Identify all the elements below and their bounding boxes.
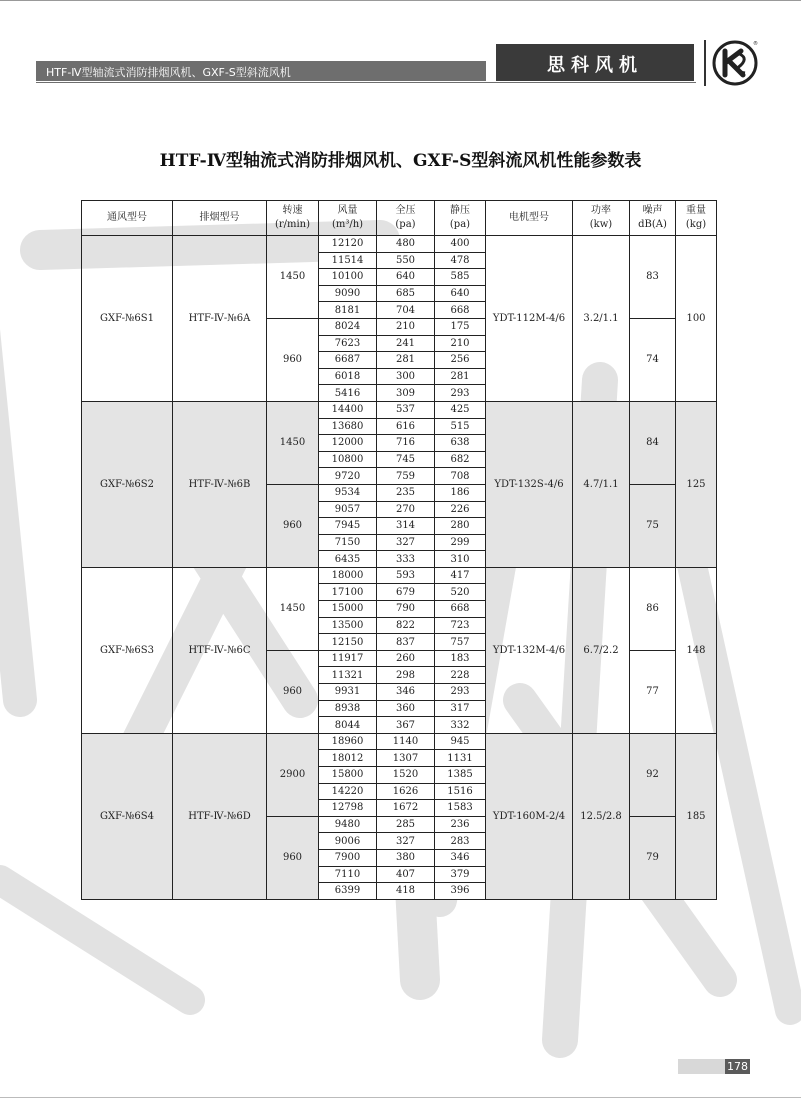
cell-speed: 960 <box>267 484 319 567</box>
cell-airflow: 13500 <box>319 617 377 634</box>
cell-total-pressure: 593 <box>377 567 435 584</box>
cell-total-pressure: 790 <box>377 601 435 618</box>
cell-airflow: 9931 <box>319 684 377 701</box>
cell-vent-model: GXF-№6S2 <box>82 401 173 567</box>
cell-static-pressure: 640 <box>435 285 486 302</box>
cell-weight: 148 <box>676 567 717 733</box>
cell-static-pressure: 332 <box>435 717 486 734</box>
cell-airflow: 9090 <box>319 285 377 302</box>
cell-static-pressure: 1385 <box>435 767 486 784</box>
table-row <box>82 236 717 253</box>
cell-total-pressure: 418 <box>377 883 435 900</box>
cell-airflow: 6435 <box>319 551 377 568</box>
cell-power: 12.5/2.8 <box>573 733 630 899</box>
cell-static-pressure: 1516 <box>435 783 486 800</box>
cell-airflow: 12000 <box>319 435 377 452</box>
cell-total-pressure: 346 <box>377 684 435 701</box>
cell-airflow: 8024 <box>319 318 377 335</box>
cell-airflow: 8044 <box>319 717 377 734</box>
cell-airflow: 6018 <box>319 368 377 385</box>
col-header-speed: 转速 (r/min) <box>267 201 319 236</box>
cell-smoke-model: HTF-Ⅳ-№6D <box>173 733 267 899</box>
cell-static-pressure: 400 <box>435 236 486 253</box>
cell-noise: 84 <box>630 401 676 484</box>
cell-static-pressure: 283 <box>435 833 486 850</box>
table-row <box>82 567 717 584</box>
page-number-bar <box>678 1059 750 1074</box>
table-body <box>82 236 717 900</box>
cell-total-pressure: 210 <box>377 318 435 335</box>
cell-total-pressure: 1626 <box>377 783 435 800</box>
cell-airflow: 11917 <box>319 650 377 667</box>
cell-airflow: 9057 <box>319 501 377 518</box>
cell-static-pressure: 228 <box>435 667 486 684</box>
cell-airflow: 18960 <box>319 733 377 750</box>
cell-power: 6.7/2.2 <box>573 567 630 733</box>
cell-total-pressure: 1140 <box>377 733 435 750</box>
col-header-motor-model: 电机型号 <box>486 201 573 236</box>
cell-total-pressure: 298 <box>377 667 435 684</box>
cell-total-pressure: 327 <box>377 534 435 551</box>
cell-static-pressure: 346 <box>435 849 486 866</box>
cell-total-pressure: 704 <box>377 302 435 319</box>
cell-speed: 2900 <box>267 733 319 816</box>
cell-vent-model: GXF-№6S3 <box>82 567 173 733</box>
cell-static-pressure: 226 <box>435 501 486 518</box>
col-header-power: 功率 (kw) <box>573 201 630 236</box>
cell-airflow: 5416 <box>319 385 377 402</box>
cell-speed: 960 <box>267 816 319 899</box>
cell-total-pressure: 270 <box>377 501 435 518</box>
cell-speed: 960 <box>267 650 319 733</box>
cell-static-pressure: 236 <box>435 816 486 833</box>
brand-name: 思科风机 <box>547 55 643 76</box>
cell-weight: 100 <box>676 236 717 402</box>
cell-speed: 1450 <box>267 236 319 319</box>
col-header-smoke-model: 排烟型号 <box>173 201 267 236</box>
cell-static-pressure: 186 <box>435 484 486 501</box>
cell-static-pressure: 1583 <box>435 800 486 817</box>
col-header-static-pressure: 静压 (pa) <box>435 201 486 236</box>
cell-airflow: 6687 <box>319 352 377 369</box>
cell-airflow: 9720 <box>319 468 377 485</box>
cell-airflow: 14220 <box>319 783 377 800</box>
col-header-noise: 噪声 dB(A) <box>630 201 676 236</box>
svg-text:®: ® <box>753 41 758 47</box>
cell-total-pressure: 745 <box>377 451 435 468</box>
cell-airflow: 7110 <box>319 866 377 883</box>
cell-airflow: 9534 <box>319 484 377 501</box>
header-rule <box>36 82 696 83</box>
cell-airflow: 10800 <box>319 451 377 468</box>
cell-speed: 1450 <box>267 567 319 650</box>
cell-smoke-model: HTF-Ⅳ-№6B <box>173 401 267 567</box>
cell-static-pressure: 417 <box>435 567 486 584</box>
cell-static-pressure: 310 <box>435 551 486 568</box>
cell-motor-model: YDT-132M-4/6 <box>486 567 573 733</box>
cell-static-pressure: 280 <box>435 518 486 535</box>
cell-total-pressure: 314 <box>377 518 435 535</box>
cell-smoke-model: HTF-Ⅳ-№6A <box>173 236 267 402</box>
cell-total-pressure: 480 <box>377 236 435 253</box>
cell-total-pressure: 616 <box>377 418 435 435</box>
cell-total-pressure: 1672 <box>377 800 435 817</box>
cell-speed: 960 <box>267 318 319 401</box>
col-header-weight: 重量 (kg) <box>676 201 717 236</box>
cell-airflow: 8938 <box>319 700 377 717</box>
cell-total-pressure: 822 <box>377 617 435 634</box>
cell-airflow: 12120 <box>319 236 377 253</box>
cell-airflow: 15000 <box>319 601 377 618</box>
cell-total-pressure: 300 <box>377 368 435 385</box>
cell-airflow: 12798 <box>319 800 377 817</box>
cell-total-pressure: 281 <box>377 352 435 369</box>
cell-power: 4.7/1.1 <box>573 401 630 567</box>
cell-total-pressure: 260 <box>377 650 435 667</box>
table-row <box>82 401 717 418</box>
cell-total-pressure: 360 <box>377 700 435 717</box>
cell-weight: 125 <box>676 401 717 567</box>
cell-airflow: 7150 <box>319 534 377 551</box>
cell-static-pressure: 585 <box>435 269 486 286</box>
cell-airflow: 7900 <box>319 849 377 866</box>
cell-noise: 86 <box>630 567 676 650</box>
cell-total-pressure: 235 <box>377 484 435 501</box>
cell-static-pressure: 638 <box>435 435 486 452</box>
cell-total-pressure: 285 <box>377 816 435 833</box>
cell-airflow: 9480 <box>319 816 377 833</box>
cell-static-pressure: 210 <box>435 335 486 352</box>
cell-total-pressure: 367 <box>377 717 435 734</box>
cell-airflow: 7945 <box>319 518 377 535</box>
cell-airflow: 15800 <box>319 767 377 784</box>
cell-static-pressure: 183 <box>435 650 486 667</box>
cell-noise: 83 <box>630 236 676 319</box>
cell-static-pressure: 293 <box>435 684 486 701</box>
cell-static-pressure: 317 <box>435 700 486 717</box>
page-title: HTF-Ⅳ型轴流式消防排烟风机、GXF-S型斜流风机性能参数表 <box>159 151 642 171</box>
cell-static-pressure: 478 <box>435 252 486 269</box>
cell-total-pressure: 380 <box>377 849 435 866</box>
cell-total-pressure: 327 <box>377 833 435 850</box>
col-header-vent-model: 通风型号 <box>82 201 173 236</box>
top-rule <box>0 0 801 1</box>
cell-noise: 75 <box>630 484 676 567</box>
brand-block <box>496 44 694 81</box>
cell-airflow: 12150 <box>319 634 377 651</box>
cell-airflow: 9006 <box>319 833 377 850</box>
cell-vent-model: GXF-№6S1 <box>82 236 173 402</box>
cell-power: 3.2/1.1 <box>573 236 630 402</box>
cell-static-pressure: 256 <box>435 352 486 369</box>
cell-total-pressure: 759 <box>377 468 435 485</box>
cell-total-pressure: 716 <box>377 435 435 452</box>
cell-total-pressure: 537 <box>377 401 435 418</box>
cell-noise: 79 <box>630 816 676 899</box>
cell-speed: 1450 <box>267 401 319 484</box>
cell-static-pressure: 379 <box>435 866 486 883</box>
cell-weight: 185 <box>676 733 717 899</box>
cell-total-pressure: 837 <box>377 634 435 651</box>
cell-airflow: 14400 <box>319 401 377 418</box>
cell-total-pressure: 1520 <box>377 767 435 784</box>
cell-noise: 92 <box>630 733 676 816</box>
col-header-total-pressure: 全压 (pa) <box>377 201 435 236</box>
brand-separator <box>704 40 706 86</box>
cell-total-pressure: 241 <box>377 335 435 352</box>
cell-motor-model: YDT-112M-4/6 <box>486 236 573 402</box>
performance-table <box>81 200 717 900</box>
series-header-text: HTF-Ⅳ型轴流式消防排烟风机、GXF-S型斜流风机 <box>46 66 291 79</box>
cell-static-pressure: 515 <box>435 418 486 435</box>
cell-motor-model: YDT-160M-2/4 <box>486 733 573 899</box>
cell-static-pressure: 723 <box>435 617 486 634</box>
page-number: 178 <box>727 1060 748 1073</box>
table-header-row <box>82 201 717 236</box>
cell-static-pressure: 682 <box>435 451 486 468</box>
cell-motor-model: YDT-132S-4/6 <box>486 401 573 567</box>
cell-airflow: 18000 <box>319 567 377 584</box>
cell-static-pressure: 175 <box>435 318 486 335</box>
cell-total-pressure: 407 <box>377 866 435 883</box>
cell-static-pressure: 668 <box>435 601 486 618</box>
cell-airflow: 6399 <box>319 883 377 900</box>
cell-total-pressure: 333 <box>377 551 435 568</box>
cell-total-pressure: 550 <box>377 252 435 269</box>
cell-airflow: 17100 <box>319 584 377 601</box>
table-row <box>82 733 717 750</box>
col-header-airflow: 风量 (m³/h) <box>319 201 377 236</box>
cell-total-pressure: 1307 <box>377 750 435 767</box>
cell-total-pressure: 679 <box>377 584 435 601</box>
cell-airflow: 18012 <box>319 750 377 767</box>
cell-airflow: 11321 <box>319 667 377 684</box>
cell-static-pressure: 396 <box>435 883 486 900</box>
cell-static-pressure: 299 <box>435 534 486 551</box>
cell-total-pressure: 309 <box>377 385 435 402</box>
bottom-rule <box>0 1097 801 1098</box>
cell-total-pressure: 685 <box>377 285 435 302</box>
series-header-bar <box>36 61 486 81</box>
cell-vent-model: GXF-№6S4 <box>82 733 173 899</box>
cell-static-pressure: 945 <box>435 733 486 750</box>
cell-static-pressure: 425 <box>435 401 486 418</box>
cell-static-pressure: 293 <box>435 385 486 402</box>
cell-airflow: 11514 <box>319 252 377 269</box>
cell-static-pressure: 520 <box>435 584 486 601</box>
brand-logo-icon <box>711 39 759 87</box>
cell-airflow: 8181 <box>319 302 377 319</box>
cell-static-pressure: 281 <box>435 368 486 385</box>
cell-airflow: 10100 <box>319 269 377 286</box>
cell-noise: 77 <box>630 650 676 733</box>
cell-smoke-model: HTF-Ⅳ-№6C <box>173 567 267 733</box>
cell-airflow: 13680 <box>319 418 377 435</box>
cell-airflow: 7623 <box>319 335 377 352</box>
cell-static-pressure: 1131 <box>435 750 486 767</box>
cell-total-pressure: 640 <box>377 269 435 286</box>
cell-noise: 74 <box>630 318 676 401</box>
cell-static-pressure: 668 <box>435 302 486 319</box>
cell-static-pressure: 757 <box>435 634 486 651</box>
cell-static-pressure: 708 <box>435 468 486 485</box>
